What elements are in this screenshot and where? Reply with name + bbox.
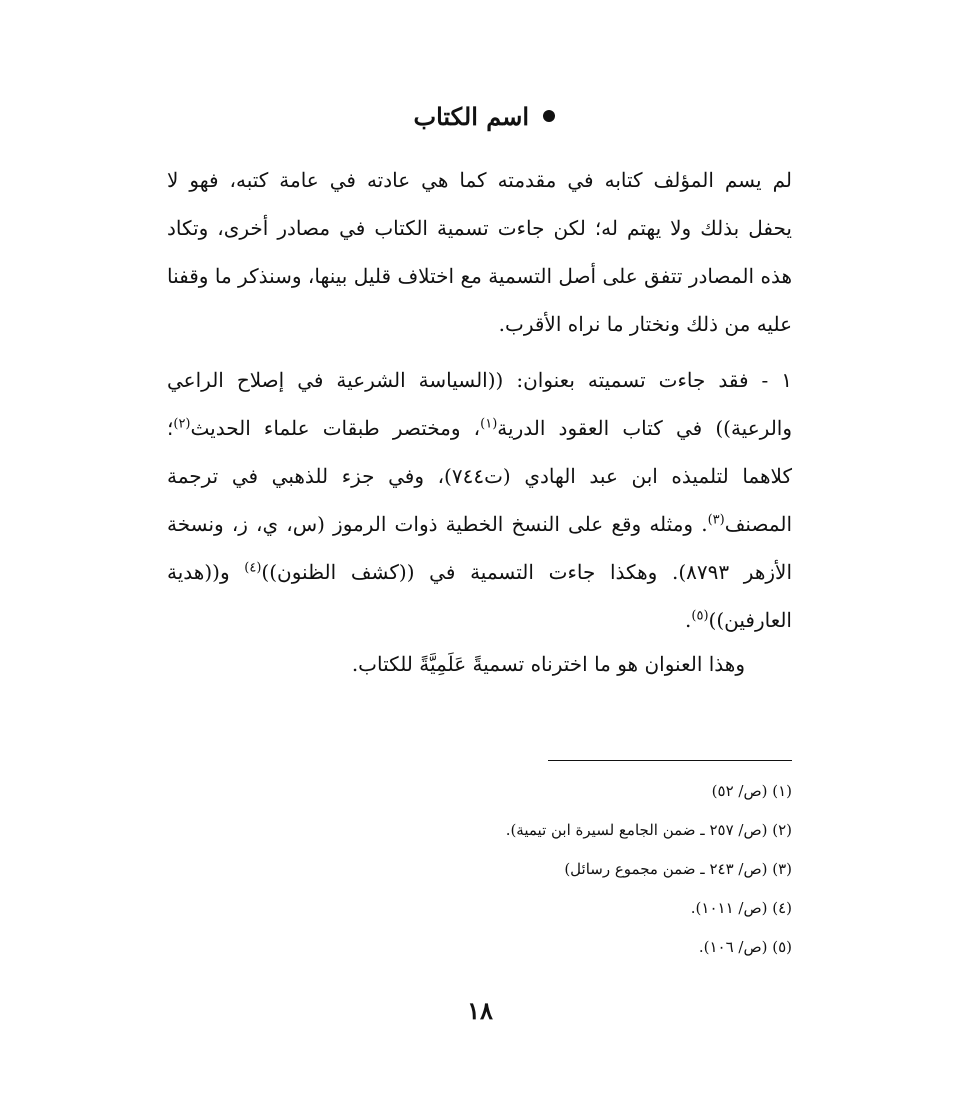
text-segment: . ومثله وقع على النسخ الخطية ذوات الرموز (س، ي، ز، ونسخة — [167, 512, 708, 536]
footnote-ref: (٤) — [244, 560, 262, 576]
title-sources-paragraph — [167, 356, 792, 644]
text-line: لم يسم المؤلف كتابه في مقدمته كما هي عادته في عامة كتبه، فهو لا — [167, 168, 792, 192]
footnote-ref: (٢) — [173, 416, 191, 432]
page-number: ١٨ — [467, 996, 493, 1025]
text-line: هذه المصادر تتفق على أصل التسمية مع اختلاف قليل بينها، وسنذكر ما وقفنا — [167, 264, 792, 288]
footnote-item: (٤) (ص/ ١٠١١). — [690, 899, 792, 917]
text-segment: العارفين)) — [708, 608, 792, 632]
footnote-item: (٢) (ص/ ٢٥٧ ـ ضمن الجامع لسيرة ابن تيمية). — [505, 821, 792, 839]
text-line — [167, 404, 792, 452]
footnote-ref: (١) — [480, 416, 498, 432]
section-heading — [414, 96, 556, 136]
intro-paragraph — [167, 156, 792, 348]
text-segment: الأزهر ٨٧٩٣). وهكذا جاءت التسمية في ((كشف الظنون)) — [261, 560, 792, 584]
text-line — [167, 548, 792, 596]
text-line: كلاهما لتلميذه ابن عبد الهادي (ت٧٤٤)، وفي جزء للذهبي في ترجمة — [167, 464, 792, 488]
text-segment: ، ومختصر طبقات علماء الحديث — [190, 416, 481, 440]
footnote-item: (١) (ص/ ٥٢) — [711, 782, 792, 800]
footnote-ref: (٣) — [707, 512, 725, 528]
bullet-icon — [543, 110, 555, 122]
chosen-title-paragraph — [185, 640, 745, 688]
text-line: وهذا العنوان هو ما اخترناه تسميةً عَلَمِيَّةً للكتاب. — [351, 652, 745, 676]
footnotes-list — [372, 772, 792, 967]
footnote-item: (٣) (ص/ ٢٤٣ ـ ضمن مجموع رسائل) — [564, 860, 792, 878]
text-segment: والرعية)) في كتاب العقود الدرية — [497, 416, 792, 440]
footnote-item: (٥) (ص/ ١٠٦). — [698, 938, 792, 956]
text-segment: المصنف — [724, 512, 792, 536]
text-segment: ؛ — [167, 416, 174, 440]
text-line — [167, 500, 792, 548]
text-line: يحفل بذلك ولا يهتم له؛ لكن جاءت تسمية الكتاب في مصادر أخرى، وتكاد — [167, 216, 792, 240]
section-heading-text: اسم الكتاب — [413, 101, 529, 131]
text-line: عليه من ذلك ونختار ما نراه الأقرب. — [498, 312, 792, 336]
footnote-ref: (٥) — [691, 608, 709, 624]
text-segment: و((هدية — [167, 560, 245, 584]
text-line: ١ - فقد جاءت تسميته بعنوان: ((السياسة الشرعية في إصلاح الراعي — [167, 368, 792, 392]
text-segment: . — [685, 608, 692, 632]
text-line — [167, 596, 792, 644]
footnote-divider — [548, 760, 792, 761]
